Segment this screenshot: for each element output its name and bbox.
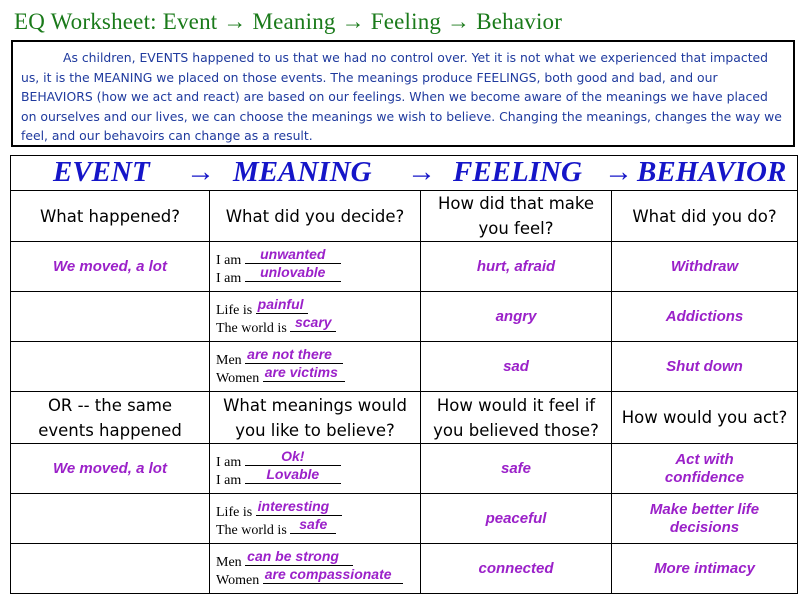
column-banner <box>11 156 798 191</box>
meaning-blank <box>245 447 341 466</box>
meaning-prefix: Life is <box>216 302 253 318</box>
event-cell <box>11 494 210 544</box>
meaning-blank <box>290 515 336 534</box>
meaning-blank <box>245 465 341 484</box>
meaning-prefix: I am <box>216 270 242 286</box>
meaning-answer: are not there <box>247 345 332 362</box>
meaning-blank <box>256 497 342 516</box>
meaning-blank <box>245 263 341 282</box>
table-row <box>11 444 798 494</box>
meaning-prefix: Women <box>216 370 260 386</box>
meaning-answer: safe <box>299 515 328 532</box>
meaning-cell <box>210 292 421 342</box>
meaning-answer: can be strong <box>247 547 339 564</box>
worksheet-title: EQ Worksheet: Event → Meaning → Feeling → Behavior <box>14 9 563 34</box>
header-row <box>11 392 798 444</box>
table-row <box>11 494 798 544</box>
meaning-cell <box>210 242 421 292</box>
behavior-cell: Addictions <box>612 292 798 342</box>
intro-box <box>11 40 795 147</box>
meaning-answer: are victims <box>264 363 338 380</box>
header-cell: What happened? <box>11 191 210 242</box>
behavior-cell: Act with confidence <box>612 444 798 494</box>
meaning-cell <box>210 494 421 544</box>
event-cell <box>11 292 210 342</box>
meaning-answer: are compassionate <box>264 565 392 582</box>
banner-arrow-1: → <box>186 156 215 188</box>
meaning-prefix: I am <box>216 472 242 488</box>
header-cell: How would it feel if you believed those? <box>421 392 612 444</box>
table-row <box>11 292 798 342</box>
event-cell <box>11 342 210 392</box>
meaning-prefix: I am <box>216 252 242 268</box>
meaning-prefix: The world is <box>216 522 287 538</box>
event-cell: We moved, a lot <box>11 242 210 292</box>
meaning-blank <box>245 345 343 364</box>
meaning-answer: unlovable <box>260 263 326 280</box>
feeling-cell: hurt, afraid <box>421 242 612 292</box>
meaning-prefix: Men <box>216 554 242 570</box>
meaning-blank <box>263 565 403 584</box>
meaning-blank <box>256 295 308 314</box>
feeling-cell: peaceful <box>421 494 612 544</box>
feeling-cell: safe <box>421 444 612 494</box>
behavior-cell: Make better life decisions <box>612 494 798 544</box>
meaning-blank <box>245 245 341 264</box>
meaning-answer: Lovable <box>266 465 320 482</box>
banner-feeling: FEELING <box>453 156 582 188</box>
meaning-prefix: Women <box>216 572 260 588</box>
table-row <box>11 544 798 594</box>
behavior-cell: More intimacy <box>612 544 798 594</box>
meaning-blank <box>290 313 336 332</box>
intro-text: As children, EVENTS happened to us that we had no control over. Yet it is not what we experienced that impacted us, it is the MEANING we placed on those events. The meanings produce FEELINGS, both good and bad, and our BEHAVIORS (how we act and react) are based on our feelings. When we become aware of the meanings we have placed on ourselves and our lives, we can choose the meanings we wish to believe. Changing the meanings, changes the way we feel, and our behavoirs can change as a result. <box>21 50 782 144</box>
meaning-answer: painful <box>257 295 304 312</box>
behavior-cell: Shut down <box>612 342 798 392</box>
meaning-answer: scary <box>294 313 332 330</box>
header-cell: How would you act? <box>612 392 798 444</box>
meaning-answer: interesting <box>257 497 330 514</box>
meaning-cell <box>210 544 421 594</box>
event-cell: We moved, a lot <box>11 444 210 494</box>
meaning-answer: unwanted <box>260 245 326 262</box>
feeling-cell: sad <box>421 342 612 392</box>
banner-arrow-3: → <box>604 156 633 188</box>
meaning-prefix: The world is <box>216 320 287 336</box>
meaning-blank <box>263 363 345 382</box>
header-row <box>11 191 798 242</box>
meaning-cell <box>210 342 421 392</box>
feeling-cell: angry <box>421 292 612 342</box>
header-cell: What did you decide? <box>210 191 421 242</box>
meaning-prefix: Men <box>216 352 242 368</box>
meaning-blank <box>245 547 353 566</box>
banner-arrow-2: → <box>407 156 436 188</box>
banner-behavior: BEHAVIOR <box>637 156 787 188</box>
worksheet-table <box>10 155 798 594</box>
header-cell: How did that make you feel? <box>421 191 612 242</box>
event-cell <box>11 544 210 594</box>
banner-event: EVENT <box>53 156 150 188</box>
feeling-cell: connected <box>421 544 612 594</box>
meaning-prefix: I am <box>216 454 242 470</box>
header-cell: OR -- the same events happened <box>11 392 210 444</box>
header-cell: What did you do? <box>612 191 798 242</box>
meaning-cell <box>210 444 421 494</box>
table-row <box>11 342 798 392</box>
table-row <box>11 242 798 292</box>
header-cell: What meanings would you like to believe? <box>210 392 421 444</box>
meaning-prefix: Life is <box>216 504 253 520</box>
behavior-cell: Withdraw <box>612 242 798 292</box>
banner-meaning: MEANING <box>233 156 372 188</box>
meaning-answer: Ok! <box>281 447 305 464</box>
